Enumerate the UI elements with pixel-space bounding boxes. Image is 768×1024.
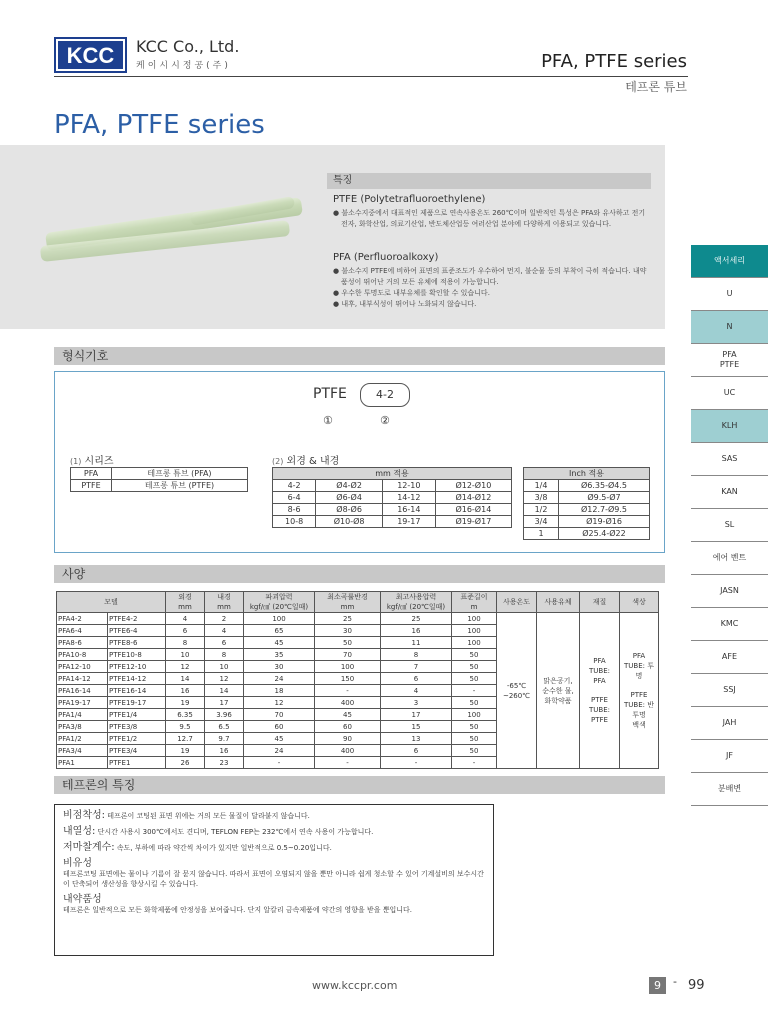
header-line: 외경 bbox=[178, 593, 192, 601]
table-cell: 16-14 bbox=[382, 504, 435, 516]
side-nav-item[interactable]: AFE bbox=[691, 641, 768, 674]
series-caption-text: 시리즈 bbox=[84, 456, 114, 467]
page-title: PFA, PTFE series bbox=[54, 110, 265, 140]
table-cell: PFA14-12 bbox=[57, 673, 108, 685]
table-cell: 14 bbox=[205, 685, 244, 697]
table-cell: 4 bbox=[381, 685, 452, 697]
table-cell: 9.7 bbox=[205, 733, 244, 745]
side-nav-item[interactable]: 에어 벤트 bbox=[691, 542, 768, 575]
table-cell: 6 bbox=[166, 625, 205, 637]
table-cell: 23 bbox=[205, 757, 244, 769]
table-cell: 100 bbox=[452, 637, 497, 649]
cell-line: ~260℃ bbox=[502, 691, 531, 700]
header-line: 표준길이 bbox=[460, 593, 488, 601]
cell-line: 투명 bbox=[632, 711, 646, 719]
table-row bbox=[71, 480, 248, 492]
table-cell: 8-6 bbox=[273, 504, 316, 516]
cell-line: 백색 bbox=[632, 721, 646, 729]
table-row bbox=[273, 516, 512, 528]
header-model: 모델 bbox=[57, 592, 166, 613]
teflon-feature-title: 내열성: bbox=[63, 826, 96, 837]
table-cell: 12.7 bbox=[166, 733, 205, 745]
spec-temp bbox=[497, 613, 537, 769]
pfa-feature-title: PFA (Perfluoroalkoxy) bbox=[333, 252, 439, 263]
cell-line: PTFE bbox=[591, 716, 608, 724]
table-cell: 19 bbox=[166, 745, 205, 757]
header-burst bbox=[244, 592, 315, 613]
table-cell: 35 bbox=[244, 649, 315, 661]
cell-line: TUBE: bbox=[589, 667, 610, 675]
cell-line: TUBE: 반 bbox=[624, 701, 654, 709]
table-cell: 2 bbox=[205, 613, 244, 625]
teflon-feature-title: 저마찰계수: bbox=[63, 842, 115, 853]
table-cell: 17 bbox=[205, 697, 244, 709]
header-color: 색상 bbox=[620, 592, 659, 613]
header-series-title: PFA, PTFE series bbox=[541, 51, 687, 72]
table-cell: 25 bbox=[315, 613, 381, 625]
header-od bbox=[166, 592, 205, 613]
table-cell: 50 bbox=[452, 649, 497, 661]
table-cell: 테프롱 튜브 (PFA) bbox=[112, 468, 248, 480]
table-cell: Ø16-Ø14 bbox=[435, 504, 511, 516]
table-cell: 3/4 bbox=[524, 516, 559, 528]
cell-line: 화학약품 bbox=[544, 696, 572, 705]
table-cell: - bbox=[244, 757, 315, 769]
cell-line: 맑은공기, bbox=[543, 676, 573, 685]
table-cell: PTFE1 bbox=[108, 757, 166, 769]
table-cell: 70 bbox=[244, 709, 315, 721]
chapter-number: 9 bbox=[649, 977, 666, 994]
table-cell: 65 bbox=[244, 625, 315, 637]
table-row bbox=[71, 468, 248, 480]
table-row bbox=[273, 480, 512, 492]
table-cell: PTFE3/8 bbox=[108, 721, 166, 733]
table-row bbox=[57, 613, 659, 625]
table-cell: Ø9.5-Ø7 bbox=[559, 492, 650, 504]
header-line: mm bbox=[178, 603, 192, 611]
table-row bbox=[273, 492, 512, 504]
cell-line: PFA bbox=[593, 677, 606, 685]
table-cell: 10 bbox=[166, 649, 205, 661]
header-line: kgf/㎠ (20℃일때) bbox=[386, 603, 446, 611]
series-caption-num: (1) bbox=[70, 457, 82, 466]
ptfe-feature bbox=[333, 193, 653, 230]
table-cell: PTFE12-10 bbox=[108, 661, 166, 673]
table-cell: 400 bbox=[315, 697, 381, 709]
header-line: m bbox=[470, 603, 478, 611]
header-line: mm bbox=[340, 603, 355, 611]
table-cell: 70 bbox=[315, 649, 381, 661]
header-id bbox=[205, 592, 244, 613]
marker-1: ① bbox=[323, 414, 333, 427]
table-cell: Ø12.7-Ø9.5 bbox=[559, 504, 650, 516]
side-nav-item[interactable]: SSJ bbox=[691, 674, 768, 707]
header-line: 파괴압력 bbox=[265, 593, 293, 601]
table-cell: 6.5 bbox=[205, 721, 244, 733]
table-cell: 30 bbox=[315, 625, 381, 637]
teflon-section-title: 테프론의 특징 bbox=[54, 776, 665, 794]
marker-2: ② bbox=[380, 414, 390, 427]
table-cell: 4 bbox=[166, 613, 205, 625]
cell-line: PTFE bbox=[591, 696, 608, 704]
table-cell: 50 bbox=[452, 745, 497, 757]
table-cell: Ø12-Ø10 bbox=[435, 480, 511, 492]
cell-line bbox=[581, 686, 618, 695]
table-cell: PFA1/4 bbox=[57, 709, 108, 721]
table-cell: 60 bbox=[315, 721, 381, 733]
table-cell: PFA12-10 bbox=[57, 661, 108, 673]
pfa-bullet: ● 내후, 내부식성이 뛰어나 노화되지 않습니다. bbox=[333, 300, 477, 308]
side-nav-item[interactable]: SL bbox=[691, 509, 768, 542]
specs-table bbox=[56, 591, 659, 769]
table-cell: 8 bbox=[205, 649, 244, 661]
table-cell: Ø10-Ø8 bbox=[316, 516, 383, 528]
table-cell: 100 bbox=[244, 613, 315, 625]
table-cell: 16 bbox=[166, 685, 205, 697]
table-cell: PFA3/4 bbox=[57, 745, 108, 757]
series-table bbox=[70, 467, 248, 492]
table-cell: PTFE bbox=[71, 480, 112, 492]
spec-material bbox=[580, 613, 620, 769]
table-cell: Ø19-Ø16 bbox=[559, 516, 650, 528]
table-cell: 12 bbox=[166, 661, 205, 673]
table-cell: PTFE19-17 bbox=[108, 697, 166, 709]
table-cell: 45 bbox=[244, 733, 315, 745]
table-cell: 1/4 bbox=[524, 480, 559, 492]
table-cell: 13 bbox=[381, 733, 452, 745]
table-cell: 9.5 bbox=[166, 721, 205, 733]
table-cell: PFA3/8 bbox=[57, 721, 108, 733]
table-cell: PFA4-2 bbox=[57, 613, 108, 625]
page-number: 99 bbox=[688, 978, 705, 993]
side-nav-item[interactable]: KMC bbox=[691, 608, 768, 641]
code-prefix: PTFE bbox=[313, 386, 347, 402]
table-row bbox=[524, 516, 650, 528]
size-caption-text: 외경 & 내경 bbox=[286, 456, 340, 467]
specs-section-title: 사양 bbox=[54, 565, 665, 583]
table-cell: 7 bbox=[381, 661, 452, 673]
table-cell: 400 bbox=[315, 745, 381, 757]
table-header-row bbox=[57, 592, 659, 613]
header-bend bbox=[315, 592, 381, 613]
teflon-feature-text: 테프론이 코팅된 표면 위에는 거의 모든 물질이 달라붙지 않습니다. bbox=[107, 812, 310, 820]
side-nav-item[interactable]: 액서세리 bbox=[691, 245, 768, 278]
features-heading: 특징 bbox=[327, 173, 651, 189]
cell-line: TUBE: 투 bbox=[624, 662, 654, 670]
side-nav-item[interactable]: UC bbox=[691, 377, 768, 410]
table-cell: 26 bbox=[166, 757, 205, 769]
table-cell: 50 bbox=[452, 673, 497, 685]
table-cell: 3.96 bbox=[205, 709, 244, 721]
teflon-feature-title: 비점착성: bbox=[63, 810, 106, 821]
table-cell: 6 bbox=[381, 745, 452, 757]
table-cell: PTFE16-14 bbox=[108, 685, 166, 697]
table-cell: 50 bbox=[315, 637, 381, 649]
cell-line bbox=[621, 681, 657, 690]
spec-color bbox=[620, 613, 659, 769]
header-line: 내경 bbox=[217, 593, 231, 601]
table-cell: - bbox=[452, 685, 497, 697]
table-header: mm 적용 bbox=[273, 468, 512, 480]
table-cell: 11 bbox=[381, 637, 452, 649]
table-cell: PTFE1/2 bbox=[108, 733, 166, 745]
inch-size-table bbox=[523, 467, 650, 540]
header-divider bbox=[54, 76, 688, 77]
table-row bbox=[524, 504, 650, 516]
table-cell: 8 bbox=[166, 637, 205, 649]
table-cell: 100 bbox=[452, 613, 497, 625]
table-cell: PFA6-4 bbox=[57, 625, 108, 637]
header-len bbox=[452, 592, 497, 613]
table-cell: 1 bbox=[524, 528, 559, 540]
table-cell: PTFE14-12 bbox=[108, 673, 166, 685]
teflon-feature-item bbox=[63, 827, 485, 837]
page-separator: - bbox=[673, 975, 677, 988]
table-cell: Ø8-Ø6 bbox=[316, 504, 383, 516]
pfa-feature bbox=[333, 251, 653, 310]
teflon-feature-item bbox=[63, 811, 485, 821]
table-cell: - bbox=[452, 757, 497, 769]
table-cell: 테프롱 튜브 (PTFE) bbox=[112, 480, 248, 492]
table-cell: - bbox=[315, 757, 381, 769]
header-maxp bbox=[381, 592, 452, 613]
table-cell: PTFE6-4 bbox=[108, 625, 166, 637]
table-cell: Ø4-Ø2 bbox=[316, 480, 383, 492]
table-cell: PTFE8-6 bbox=[108, 637, 166, 649]
table-cell: Ø6-Ø4 bbox=[316, 492, 383, 504]
table-cell: 6.35 bbox=[166, 709, 205, 721]
table-cell: 14 bbox=[166, 673, 205, 685]
table-cell: PFA19-17 bbox=[57, 697, 108, 709]
table-cell: 25 bbox=[381, 613, 452, 625]
logo-text: KCC bbox=[66, 43, 115, 68]
teflon-feature-text: 속도, 부하에 따라 약간씩 차이가 있지만 일반적으로 0.5~0.20입니다. bbox=[116, 844, 332, 852]
table-cell: 19-17 bbox=[382, 516, 435, 528]
side-nav-item[interactable]: 분배변 bbox=[691, 773, 768, 806]
size-caption bbox=[272, 452, 339, 467]
table-cell: 3/8 bbox=[524, 492, 559, 504]
table-cell: - bbox=[381, 757, 452, 769]
spec-fluid bbox=[537, 613, 580, 769]
table-cell: Ø14-Ø12 bbox=[435, 492, 511, 504]
ptfe-bullet: ● 불소수지중에서 대표적인 제품으로 연속사용온도 260℃이며 일반적인 특성은 PFA와 유사하고 전기 전자, 화학산업, 의료기산업, 반도체산업등 여러산업 분야에 다양하게 이용되고 있습니다. bbox=[333, 209, 646, 228]
table-cell: PFA10-8 bbox=[57, 649, 108, 661]
table-cell: - bbox=[315, 685, 381, 697]
header-temp: 사용온도 bbox=[497, 592, 537, 613]
table-cell: PFA8-6 bbox=[57, 637, 108, 649]
side-nav-item[interactable]: KAN bbox=[691, 476, 768, 509]
table-cell: 16 bbox=[381, 625, 452, 637]
teflon-feature-title: 내약품성 bbox=[63, 894, 102, 905]
cell-line: PFA bbox=[632, 652, 646, 660]
company-sub: 케이시시정공(주) bbox=[136, 61, 231, 71]
table-cell: PFA16-14 bbox=[57, 685, 108, 697]
table-cell: 100 bbox=[452, 625, 497, 637]
teflon-features-box bbox=[54, 804, 494, 956]
specs-body bbox=[57, 613, 659, 769]
table-cell: 16 bbox=[205, 745, 244, 757]
teflon-feature-text: 단시간 사용시 300℃에서도 견디며, TEFLON FEP는 232℃에서 연속 사용이 가능합니다. bbox=[97, 828, 374, 836]
table-cell: 12-10 bbox=[382, 480, 435, 492]
table-row bbox=[524, 528, 650, 540]
table-cell: 24 bbox=[244, 745, 315, 757]
side-nav-item[interactable]: PFA PTFE bbox=[691, 344, 768, 377]
side-nav-item[interactable]: JF bbox=[691, 740, 768, 773]
table-cell: 12 bbox=[244, 697, 315, 709]
kcc-logo bbox=[54, 37, 127, 73]
side-nav bbox=[691, 245, 768, 806]
table-cell: 12 bbox=[205, 673, 244, 685]
table-cell: PFA1 bbox=[57, 757, 108, 769]
side-nav-item[interactable]: N bbox=[691, 311, 768, 344]
table-header-row bbox=[273, 468, 512, 480]
code-value: 4-2 bbox=[360, 383, 410, 407]
table-cell: 50 bbox=[452, 733, 497, 745]
table-cell: 50 bbox=[452, 661, 497, 673]
company-name: KCC Co., Ltd. bbox=[136, 37, 240, 56]
table-cell: 150 bbox=[315, 673, 381, 685]
table-cell: 10-8 bbox=[273, 516, 316, 528]
table-header: Inch 적용 bbox=[524, 468, 650, 480]
header-material: 재질 bbox=[580, 592, 620, 613]
teflon-feature-item bbox=[63, 859, 485, 889]
size-caption-num: (2) bbox=[272, 457, 284, 466]
pfa-bullet: ● 불소수지 PTFE에 비하여 표면의 표준조도가 우수하여 먼지, 불순물 등의 부착이 극히 적습니다. 내약품성이 뛰어난 거의 모든 유체에 적용이 가능합니다. bbox=[333, 267, 647, 286]
table-cell: 6 bbox=[205, 637, 244, 649]
ptfe-feature-title: PTFE (Polytetrafluoroethylene) bbox=[333, 194, 486, 205]
series-caption bbox=[70, 452, 114, 467]
table-cell: 45 bbox=[315, 709, 381, 721]
table-cell: Ø25.4-Ø22 bbox=[559, 528, 650, 540]
cell-line: TUBE: bbox=[589, 706, 610, 714]
side-nav-item[interactable]: KLH bbox=[691, 410, 768, 443]
table-cell: 30 bbox=[244, 661, 315, 673]
cell-line: 명 bbox=[635, 672, 643, 680]
table-cell: 8 bbox=[381, 649, 452, 661]
footer-url[interactable]: www.kccpr.com bbox=[312, 979, 398, 992]
table-row bbox=[524, 480, 650, 492]
table-cell: 4 bbox=[205, 625, 244, 637]
side-nav-item[interactable]: U bbox=[691, 278, 768, 311]
table-cell: PTFE1/4 bbox=[108, 709, 166, 721]
table-cell: 4-2 bbox=[273, 480, 316, 492]
teflon-feature-title: 비유성 bbox=[63, 858, 92, 869]
table-cell: 19 bbox=[166, 697, 205, 709]
table-cell: 6-4 bbox=[273, 492, 316, 504]
table-header-row bbox=[524, 468, 650, 480]
cell-line: PTFE bbox=[630, 691, 648, 699]
teflon-feature-item bbox=[63, 843, 485, 853]
teflon-feature-item bbox=[63, 895, 485, 915]
header-line: 최고사용압력 bbox=[395, 593, 437, 601]
table-cell: 1/2 bbox=[524, 504, 559, 516]
table-cell: Ø19-Ø17 bbox=[435, 516, 511, 528]
teflon-feature-text: 테프론코팅 표면에는 물이나 기름이 잘 묻지 않습니다. 따라서 표면이 오염되지 않을 뿐만 아니라 쉽게 청소할 수 있어 기계설비의 보수시간이 단축되어 생산성을 향상시킬 수 있습니다. bbox=[63, 870, 484, 888]
table-cell: 10 bbox=[205, 661, 244, 673]
header-line: mm bbox=[217, 603, 231, 611]
table-cell: 18 bbox=[244, 685, 315, 697]
table-cell: 14-12 bbox=[382, 492, 435, 504]
table-cell: PFA1/2 bbox=[57, 733, 108, 745]
header-line: 최소곡률반경 bbox=[327, 593, 368, 601]
header-line: kgf/㎠ (20℃일때) bbox=[249, 603, 309, 611]
table-cell: Ø6.35-Ø4.5 bbox=[559, 480, 650, 492]
cell-line: -65℃ bbox=[506, 681, 527, 690]
cell-line: PFA bbox=[593, 657, 606, 665]
table-cell: 15 bbox=[381, 721, 452, 733]
side-nav-item[interactable]: JASN bbox=[691, 575, 768, 608]
table-cell: 90 bbox=[315, 733, 381, 745]
header-series-sub: 테프론 튜브 bbox=[625, 80, 687, 94]
model-code-section-title: 형식기호 bbox=[54, 347, 665, 365]
table-cell: 50 bbox=[452, 697, 497, 709]
table-cell: PTFE10-8 bbox=[108, 649, 166, 661]
table-cell: 6 bbox=[381, 673, 452, 685]
table-cell: 24 bbox=[244, 673, 315, 685]
table-cell: 100 bbox=[315, 661, 381, 673]
table-row bbox=[524, 492, 650, 504]
table-row bbox=[273, 504, 512, 516]
table-cell: 50 bbox=[452, 721, 497, 733]
table-cell: PTFE4-2 bbox=[108, 613, 166, 625]
table-cell: 3 bbox=[381, 697, 452, 709]
table-cell: 45 bbox=[244, 637, 315, 649]
pfa-bullet: ● 우수한 투명도로 내부유체를 확인할 수 있습니다. bbox=[333, 289, 490, 297]
header-fluid: 사용유체 bbox=[537, 592, 580, 613]
table-cell: PFA bbox=[71, 468, 112, 480]
cell-line: 순수한 물, bbox=[542, 686, 574, 695]
table-cell: PTFE3/4 bbox=[108, 745, 166, 757]
table-cell: 100 bbox=[452, 709, 497, 721]
table-cell: 60 bbox=[244, 721, 315, 733]
side-nav-item[interactable]: SAS bbox=[691, 443, 768, 476]
table-cell: 17 bbox=[381, 709, 452, 721]
side-nav-item[interactable]: JAH bbox=[691, 707, 768, 740]
mm-size-table bbox=[272, 467, 512, 528]
teflon-feature-text: 테프론은 일반적으로 모든 화학제품에 안정성을 보여줍니다. 단지 알칼리 금속제품에 약간의 영향을 받을 뿐입니다. bbox=[63, 906, 412, 914]
